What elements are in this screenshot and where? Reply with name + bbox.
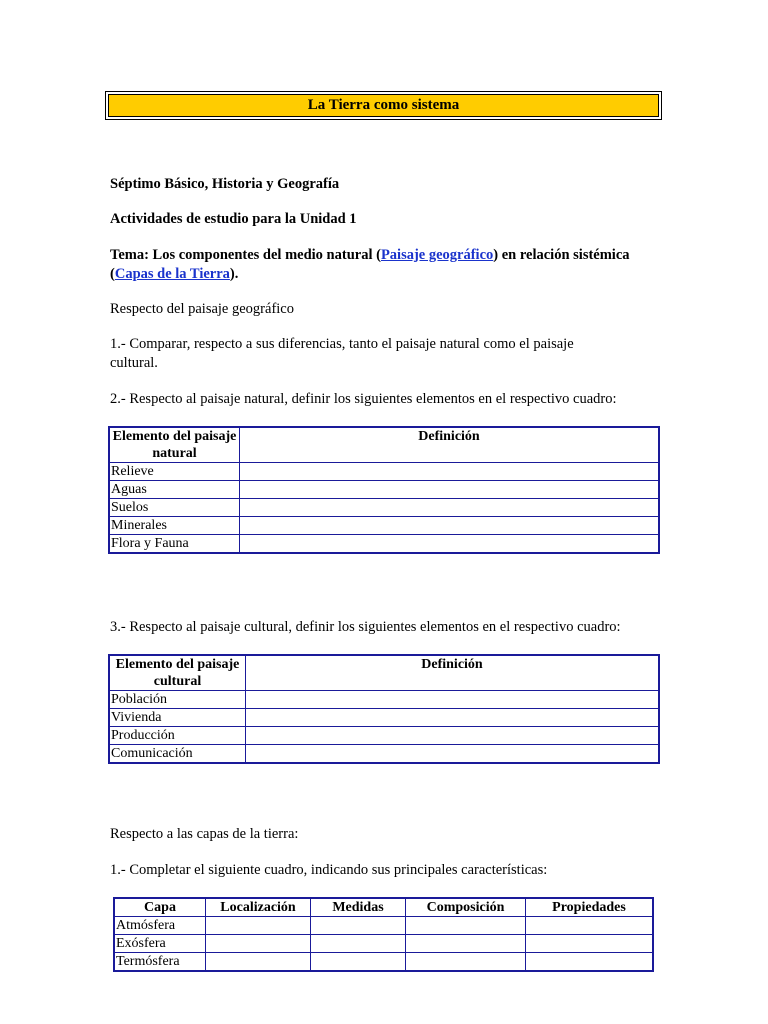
- table-cell[interactable]: [526, 953, 654, 972]
- document-title: La Tierra como sistema: [108, 94, 659, 117]
- row-label: Producción: [109, 727, 246, 745]
- capas-de-la-tierra-link[interactable]: Capas de la Tierra: [114, 266, 230, 282]
- table-row: [109, 517, 659, 535]
- tema-paragraph: [110, 246, 630, 284]
- column-header-definicion: Definición: [246, 655, 660, 691]
- question-3: 3.- Respecto al paisaje cultural, definir los siguientes elementos en el respectivo cuadro:: [110, 619, 621, 635]
- column-header-propiedades: Propiedades: [526, 898, 654, 917]
- table-row: [109, 727, 659, 745]
- row-label: Comunicación: [109, 745, 246, 764]
- table-cell[interactable]: [526, 917, 654, 935]
- definition-cell[interactable]: [246, 691, 660, 709]
- tema-suffix: ).: [229, 266, 239, 282]
- table-row: [114, 917, 653, 935]
- table-cell[interactable]: [406, 917, 526, 935]
- row-label: Termósfera: [114, 953, 206, 972]
- column-header-definicion: Definición: [240, 427, 660, 463]
- definition-cell[interactable]: [246, 745, 660, 764]
- table-cell[interactable]: [406, 935, 526, 953]
- definition-cell[interactable]: [240, 535, 660, 554]
- unit-heading: Actividades de estudio para la Unidad 1: [110, 211, 357, 227]
- column-header-elemento: Elemento del paisaje natural: [109, 427, 240, 463]
- natural-landscape-table: [108, 426, 660, 554]
- row-label: Atmósfera: [114, 917, 206, 935]
- row-label: Suelos: [109, 499, 240, 517]
- table-cell[interactable]: [311, 935, 406, 953]
- table-cell[interactable]: [311, 953, 406, 972]
- table-header-row: [109, 655, 659, 691]
- question-2: 2.- Respecto al paisaje natural, definir los siguientes elementos en el respectivo cuadro:: [110, 391, 617, 407]
- table-row: [109, 535, 659, 554]
- table-cell[interactable]: [526, 935, 654, 953]
- title-box: [105, 91, 662, 120]
- definition-cell[interactable]: [246, 709, 660, 727]
- table-row: [109, 481, 659, 499]
- table-header-row: [109, 427, 659, 463]
- earth-layers-table: [113, 897, 654, 972]
- question-1: 1.- Comparar, respecto a sus diferencias, tanto el paisaje natural como el paisaje cultural.: [110, 336, 574, 371]
- tema-middle: ) en relación sistémica (: [110, 247, 630, 282]
- course-heading: Séptimo Básico, Historia y Geografía: [110, 176, 340, 192]
- table-cell[interactable]: [406, 953, 526, 972]
- table-row: [114, 953, 653, 972]
- table-row: [114, 935, 653, 953]
- table-row: [109, 499, 659, 517]
- table-header-row: [114, 898, 653, 917]
- cultural-landscape-table: [108, 654, 660, 764]
- row-label: Aguas: [109, 481, 240, 499]
- table-cell[interactable]: [206, 917, 311, 935]
- table-cell[interactable]: [206, 953, 311, 972]
- definition-cell[interactable]: [240, 517, 660, 535]
- definition-cell[interactable]: [240, 499, 660, 517]
- row-label: Población: [109, 691, 246, 709]
- question-4: 1.- Completar el siguiente cuadro, indicando sus principales características:: [110, 862, 548, 878]
- row-label: Minerales: [109, 517, 240, 535]
- row-label: Flora y Fauna: [109, 535, 240, 554]
- table-row: [109, 463, 659, 481]
- table-row: [109, 745, 659, 764]
- paisaje-geografico-link[interactable]: Paisaje geográfico: [380, 247, 494, 263]
- table-row: [109, 691, 659, 709]
- column-header-medidas: Medidas: [311, 898, 406, 917]
- definition-cell[interactable]: [240, 481, 660, 499]
- column-header-elemento: Elemento del paisaje cultural: [109, 655, 246, 691]
- table-row: [109, 709, 659, 727]
- column-header-composicion: Composición: [406, 898, 526, 917]
- definition-cell[interactable]: [246, 727, 660, 745]
- section-capas-tierra: Respecto a las capas de la tierra:: [110, 826, 299, 842]
- table-cell[interactable]: [311, 917, 406, 935]
- table-cell[interactable]: [206, 935, 311, 953]
- definition-cell[interactable]: [240, 463, 660, 481]
- column-header-capa: Capa: [114, 898, 206, 917]
- column-header-localizacion: Localización: [206, 898, 311, 917]
- tema-prefix: Tema: Los componentes del medio natural (: [110, 247, 381, 263]
- section-paisaje-geografico: Respecto del paisaje geográfico: [110, 301, 294, 317]
- row-label: Exósfera: [114, 935, 206, 953]
- row-label: Relieve: [109, 463, 240, 481]
- row-label: Vivienda: [109, 709, 246, 727]
